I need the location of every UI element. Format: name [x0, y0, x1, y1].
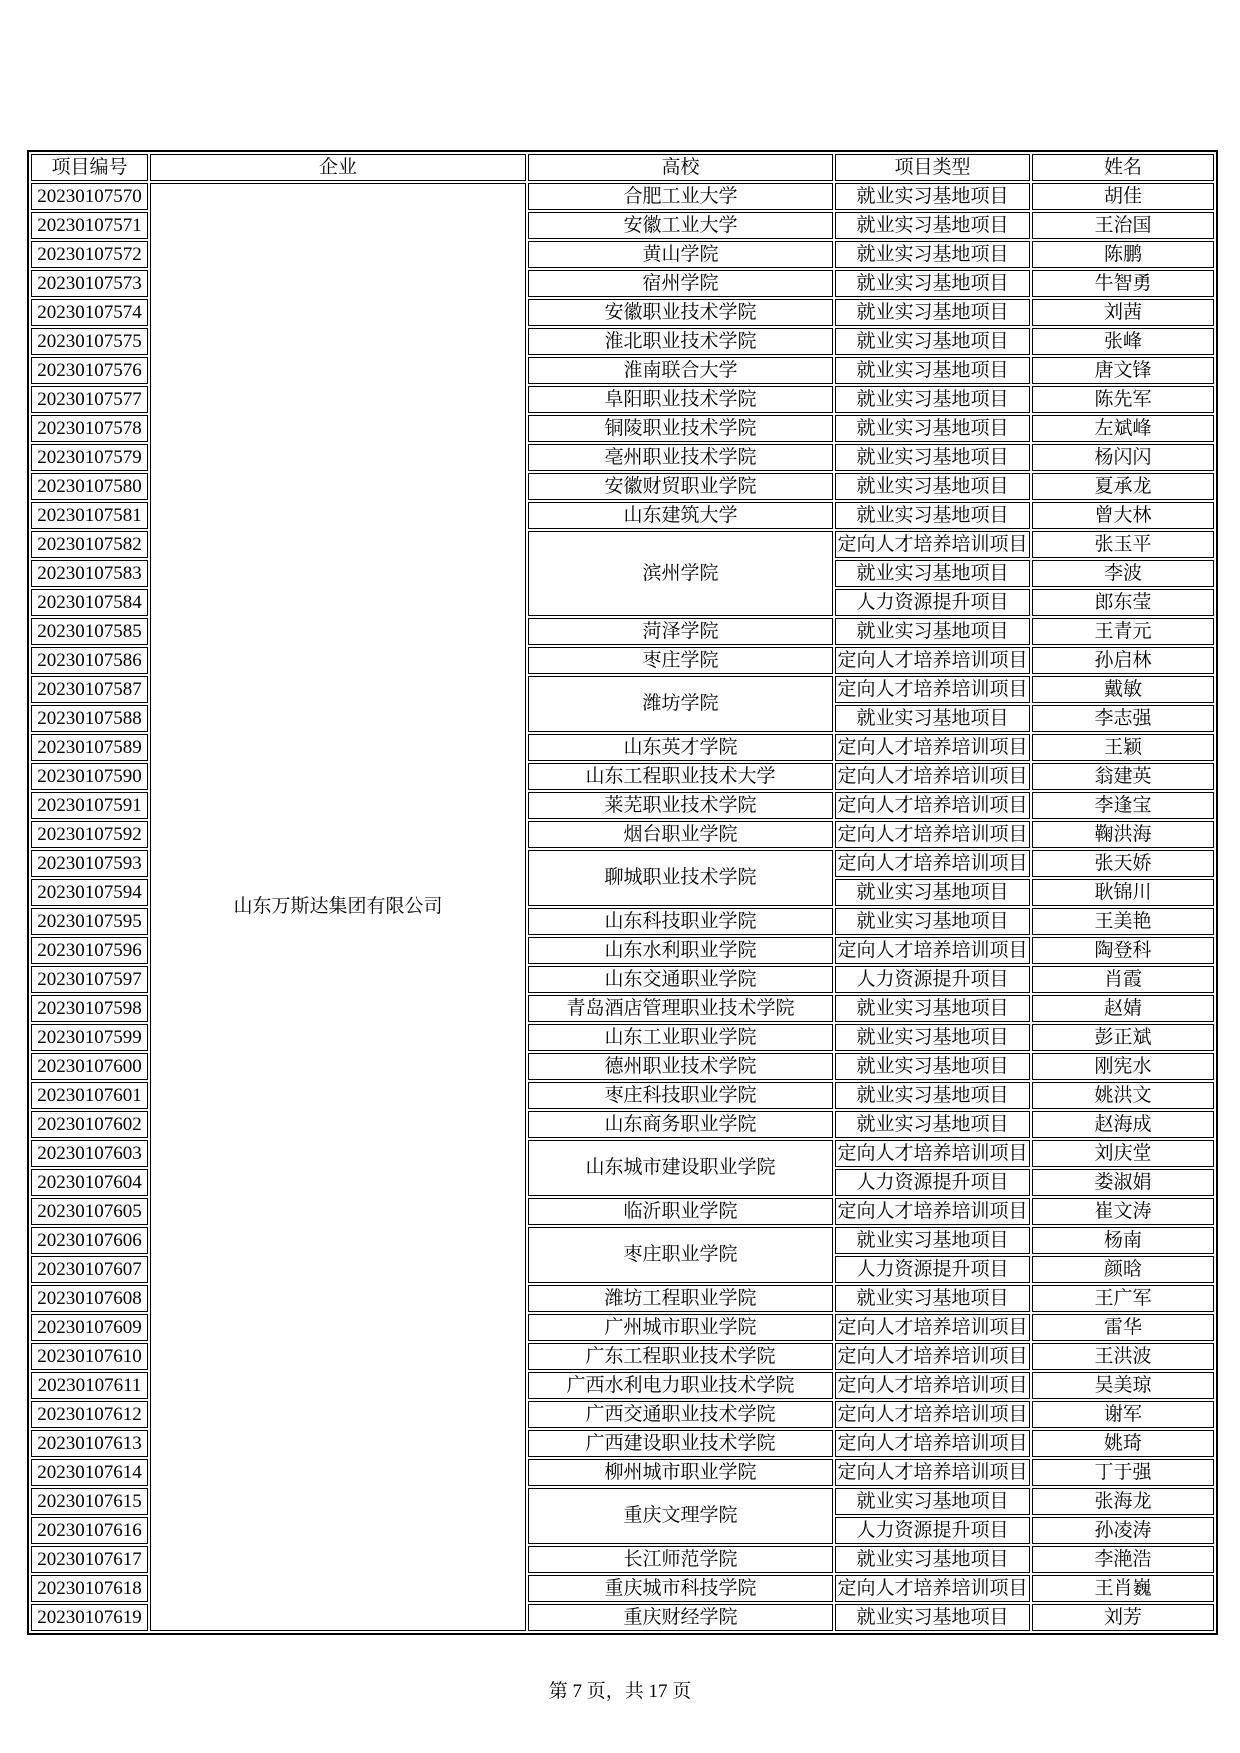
project-type-cell: 就业实习基地项目 [835, 328, 1030, 355]
project-id-cell: 20230107618 [31, 1575, 148, 1602]
project-type-cell: 就业实习基地项目 [835, 705, 1030, 732]
person-name-cell: 王肖巍 [1032, 1575, 1214, 1602]
school-cell: 临沂职业学院 [528, 1198, 833, 1225]
project-type-cell: 定向人才培养培训项目 [835, 647, 1030, 674]
project-id-cell: 20230107600 [31, 1053, 148, 1080]
person-name-cell: 鞠洪海 [1032, 821, 1214, 848]
project-type-cell: 就业实习基地项目 [835, 1024, 1030, 1051]
school-cell: 山东交通职业学院 [528, 966, 833, 993]
project-type-cell: 就业实习基地项目 [835, 415, 1030, 442]
table-body [31, 183, 1214, 1631]
project-id-cell: 20230107582 [31, 531, 148, 558]
person-name-cell: 刘庆堂 [1032, 1140, 1214, 1167]
project-table [27, 150, 1218, 1635]
project-id-cell: 20230107613 [31, 1430, 148, 1457]
school-cell: 山东英才学院 [528, 734, 833, 761]
person-name-cell: 孙启林 [1032, 647, 1214, 674]
project-type-cell: 人力资源提升项目 [835, 1256, 1030, 1283]
project-id-cell: 20230107593 [31, 850, 148, 877]
school-cell: 宿州学院 [528, 270, 833, 297]
school-cell: 枣庄学院 [528, 647, 833, 674]
person-name-cell: 张峰 [1032, 328, 1214, 355]
person-name-cell: 陶登科 [1032, 937, 1214, 964]
project-type-cell: 定向人才培养培训项目 [835, 1372, 1030, 1399]
project-id-cell: 20230107585 [31, 618, 148, 645]
person-name-cell: 颜晗 [1032, 1256, 1214, 1283]
project-type-cell: 定向人才培养培训项目 [835, 1575, 1030, 1602]
person-name-cell: 雷华 [1032, 1314, 1214, 1341]
school-cell: 重庆城市科技学院 [528, 1575, 833, 1602]
project-type-cell: 就业实习基地项目 [835, 241, 1030, 268]
project-type-cell: 定向人才培养培训项目 [835, 1401, 1030, 1428]
project-type-cell: 定向人才培养培训项目 [835, 1314, 1030, 1341]
project-id-cell: 20230107610 [31, 1343, 148, 1370]
project-id-cell: 20230107596 [31, 937, 148, 964]
project-id-cell: 20230107575 [31, 328, 148, 355]
school-cell: 菏泽学院 [528, 618, 833, 645]
project-type-cell: 人力资源提升项目 [835, 1517, 1030, 1544]
person-name-cell: 王青元 [1032, 618, 1214, 645]
project-type-cell: 就业实习基地项目 [835, 1082, 1030, 1109]
person-name-cell: 赵婧 [1032, 995, 1214, 1022]
person-name-cell: 李波 [1032, 560, 1214, 587]
table-row [31, 183, 1214, 210]
school-cell: 黄山学院 [528, 241, 833, 268]
person-name-cell: 唐文锋 [1032, 357, 1214, 384]
person-name-cell: 王广军 [1032, 1285, 1214, 1312]
person-name-cell: 李滟浩 [1032, 1546, 1214, 1573]
project-type-cell: 就业实习基地项目 [835, 1546, 1030, 1573]
school-cell: 长江师范学院 [528, 1546, 833, 1573]
project-type-cell: 定向人才培养培训项目 [835, 1140, 1030, 1167]
school-cell: 亳州职业技术学院 [528, 444, 833, 471]
person-name-cell: 耿锦川 [1032, 879, 1214, 906]
project-type-cell: 就业实习基地项目 [835, 444, 1030, 471]
school-cell: 莱芜职业技术学院 [528, 792, 833, 819]
person-name-cell: 刘茜 [1032, 299, 1214, 326]
person-name-cell: 丁于强 [1032, 1459, 1214, 1486]
person-name-cell: 张玉平 [1032, 531, 1214, 558]
project-id-cell: 20230107571 [31, 212, 148, 239]
project-id-cell: 20230107583 [31, 560, 148, 587]
project-id-cell: 20230107572 [31, 241, 148, 268]
person-name-cell: 姚琦 [1032, 1430, 1214, 1457]
person-name-cell: 肖霞 [1032, 966, 1214, 993]
person-name-cell: 郎东莹 [1032, 589, 1214, 616]
person-name-cell: 杨南 [1032, 1227, 1214, 1254]
page-footer: 第 7 页，共 17 页 [548, 1681, 692, 1702]
school-cell: 阜阳职业技术学院 [528, 386, 833, 413]
school-cell: 广东工程职业技术学院 [528, 1343, 833, 1370]
project-type-cell: 人力资源提升项目 [835, 966, 1030, 993]
project-id-cell: 20230107587 [31, 676, 148, 703]
project-type-cell: 就业实习基地项目 [835, 270, 1030, 297]
school-cell: 铜陵职业技术学院 [528, 415, 833, 442]
project-id-cell: 20230107604 [31, 1169, 148, 1196]
person-name-cell: 张海龙 [1032, 1488, 1214, 1515]
school-cell: 重庆文理学院 [528, 1488, 833, 1544]
school-cell: 烟台职业学院 [528, 821, 833, 848]
project-type-cell: 就业实习基地项目 [835, 1285, 1030, 1312]
school-cell: 聊城职业技术学院 [528, 850, 833, 906]
person-name-cell: 陈鹏 [1032, 241, 1214, 268]
project-type-cell: 定向人才培养培训项目 [835, 1343, 1030, 1370]
person-name-cell: 刚宪水 [1032, 1053, 1214, 1080]
project-id-cell: 20230107586 [31, 647, 148, 674]
project-type-cell: 人力资源提升项目 [835, 1169, 1030, 1196]
project-type-cell: 就业实习基地项目 [835, 473, 1030, 500]
school-cell: 枣庄职业学院 [528, 1227, 833, 1283]
school-cell: 安徽工业大学 [528, 212, 833, 239]
header-row [31, 154, 1214, 181]
project-id-cell: 20230107579 [31, 444, 148, 471]
project-type-cell: 就业实习基地项目 [835, 1053, 1030, 1080]
school-cell: 淮南联合大学 [528, 357, 833, 384]
project-type-cell: 就业实习基地项目 [835, 618, 1030, 645]
school-cell: 淮北职业技术学院 [528, 328, 833, 355]
school-cell: 潍坊学院 [528, 676, 833, 732]
school-cell: 枣庄科技职业学院 [528, 1082, 833, 1109]
project-type-cell: 就业实习基地项目 [835, 908, 1030, 935]
project-id-cell: 20230107605 [31, 1198, 148, 1225]
person-name-cell: 李志强 [1032, 705, 1214, 732]
project-id-cell: 20230107578 [31, 415, 148, 442]
person-name-cell: 杨闪闪 [1032, 444, 1214, 471]
project-id-cell: 20230107617 [31, 1546, 148, 1573]
project-id-cell: 20230107588 [31, 705, 148, 732]
project-id-cell: 20230107603 [31, 1140, 148, 1167]
person-name-cell: 王洪波 [1032, 1343, 1214, 1370]
project-id-cell: 20230107602 [31, 1111, 148, 1138]
person-name-cell: 刘芳 [1032, 1604, 1214, 1631]
project-id-cell: 20230107598 [31, 995, 148, 1022]
enterprise-cell: 山东万斯达集团有限公司 [150, 183, 526, 1631]
project-type-cell: 定向人才培养培训项目 [835, 676, 1030, 703]
project-id-cell: 20230107611 [31, 1372, 148, 1399]
column-header-school: 高校 [528, 154, 833, 181]
project-id-cell: 20230107609 [31, 1314, 148, 1341]
person-name-cell: 胡佳 [1032, 183, 1214, 210]
school-cell: 合肥工业大学 [528, 183, 833, 210]
person-name-cell: 翁建英 [1032, 763, 1214, 790]
person-name-cell: 吴美琼 [1032, 1372, 1214, 1399]
school-cell: 山东商务职业学院 [528, 1111, 833, 1138]
project-id-cell: 20230107592 [31, 821, 148, 848]
school-cell: 德州职业技术学院 [528, 1053, 833, 1080]
project-id-cell: 20230107591 [31, 792, 148, 819]
project-id-cell: 20230107577 [31, 386, 148, 413]
project-type-cell: 就业实习基地项目 [835, 299, 1030, 326]
project-type-cell: 定向人才培养培训项目 [835, 937, 1030, 964]
project-id-cell: 20230107584 [31, 589, 148, 616]
project-type-cell: 定向人才培养培训项目 [835, 792, 1030, 819]
project-id-cell: 20230107595 [31, 908, 148, 935]
school-cell: 安徽财贸职业学院 [528, 473, 833, 500]
person-name-cell: 陈先军 [1032, 386, 1214, 413]
project-id-cell: 20230107597 [31, 966, 148, 993]
school-cell: 广州城市职业学院 [528, 1314, 833, 1341]
project-type-cell: 就业实习基地项目 [835, 560, 1030, 587]
project-type-cell: 就业实习基地项目 [835, 1488, 1030, 1515]
person-name-cell: 娄淑娟 [1032, 1169, 1214, 1196]
school-cell: 山东工业职业学院 [528, 1024, 833, 1051]
project-type-cell: 就业实习基地项目 [835, 1111, 1030, 1138]
school-cell: 安徽职业技术学院 [528, 299, 833, 326]
person-name-cell: 赵海成 [1032, 1111, 1214, 1138]
project-type-cell: 就业实习基地项目 [835, 502, 1030, 529]
project-type-cell: 定向人才培养培训项目 [835, 850, 1030, 877]
school-cell: 潍坊工程职业学院 [528, 1285, 833, 1312]
project-id-cell: 20230107570 [31, 183, 148, 210]
column-header-name: 姓名 [1032, 154, 1214, 181]
school-cell: 广西建设职业技术学院 [528, 1430, 833, 1457]
project-id-cell: 20230107601 [31, 1082, 148, 1109]
project-id-cell: 20230107606 [31, 1227, 148, 1254]
person-name-cell: 牛智勇 [1032, 270, 1214, 297]
project-id-cell: 20230107612 [31, 1401, 148, 1428]
school-cell: 山东工程职业技术大学 [528, 763, 833, 790]
person-name-cell: 王颖 [1032, 734, 1214, 761]
person-name-cell: 彭正斌 [1032, 1024, 1214, 1051]
project-type-cell: 定向人才培养培训项目 [835, 734, 1030, 761]
school-cell: 山东科技职业学院 [528, 908, 833, 935]
project-type-cell: 定向人才培养培训项目 [835, 531, 1030, 558]
column-header-enterprise: 企业 [150, 154, 526, 181]
project-id-cell: 20230107581 [31, 502, 148, 529]
project-type-cell: 定向人才培养培训项目 [835, 1430, 1030, 1457]
project-type-cell: 定向人才培养培训项目 [835, 1198, 1030, 1225]
project-type-cell: 就业实习基地项目 [835, 879, 1030, 906]
project-type-cell: 定向人才培养培训项目 [835, 763, 1030, 790]
person-name-cell: 崔文涛 [1032, 1198, 1214, 1225]
school-cell: 柳州城市职业学院 [528, 1459, 833, 1486]
person-name-cell: 左斌峰 [1032, 415, 1214, 442]
person-name-cell: 戴敏 [1032, 676, 1214, 703]
project-id-cell: 20230107615 [31, 1488, 148, 1515]
project-type-cell: 就业实习基地项目 [835, 212, 1030, 239]
person-name-cell: 谢军 [1032, 1401, 1214, 1428]
project-id-cell: 20230107616 [31, 1517, 148, 1544]
project-id-cell: 20230107619 [31, 1604, 148, 1631]
person-name-cell: 张天娇 [1032, 850, 1214, 877]
project-id-cell: 20230107573 [31, 270, 148, 297]
person-name-cell: 李逢宝 [1032, 792, 1214, 819]
school-cell: 山东城市建设职业学院 [528, 1140, 833, 1196]
project-type-cell: 就业实习基地项目 [835, 1604, 1030, 1631]
project-id-cell: 20230107589 [31, 734, 148, 761]
project-type-cell: 定向人才培养培训项目 [835, 821, 1030, 848]
project-id-cell: 20230107608 [31, 1285, 148, 1312]
project-type-cell: 就业实习基地项目 [835, 1227, 1030, 1254]
school-cell: 山东建筑大学 [528, 502, 833, 529]
school-cell: 青岛酒店管理职业技术学院 [528, 995, 833, 1022]
school-cell: 重庆财经学院 [528, 1604, 833, 1631]
person-name-cell: 夏承龙 [1032, 473, 1214, 500]
project-id-cell: 20230107574 [31, 299, 148, 326]
person-name-cell: 姚洪文 [1032, 1082, 1214, 1109]
person-name-cell: 曾大林 [1032, 502, 1214, 529]
project-id-cell: 20230107580 [31, 473, 148, 500]
project-id-cell: 20230107576 [31, 357, 148, 384]
project-type-cell: 就业实习基地项目 [835, 183, 1030, 210]
project-id-cell: 20230107614 [31, 1459, 148, 1486]
column-header-project-type: 项目类型 [835, 154, 1030, 181]
project-id-cell: 20230107599 [31, 1024, 148, 1051]
school-cell: 广西水利电力职业技术学院 [528, 1372, 833, 1399]
school-cell: 滨州学院 [528, 531, 833, 616]
table-header [31, 154, 1214, 181]
project-id-cell: 20230107594 [31, 879, 148, 906]
project-type-cell: 就业实习基地项目 [835, 386, 1030, 413]
person-name-cell: 王美艳 [1032, 908, 1214, 935]
project-type-cell: 就业实习基地项目 [835, 995, 1030, 1022]
person-name-cell: 孙凌涛 [1032, 1517, 1214, 1544]
project-id-cell: 20230107590 [31, 763, 148, 790]
project-type-cell: 定向人才培养培训项目 [835, 1459, 1030, 1486]
project-type-cell: 就业实习基地项目 [835, 357, 1030, 384]
person-name-cell: 王治国 [1032, 212, 1214, 239]
project-type-cell: 人力资源提升项目 [835, 589, 1030, 616]
school-cell: 山东水利职业学院 [528, 937, 833, 964]
project-id-cell: 20230107607 [31, 1256, 148, 1283]
school-cell: 广西交通职业技术学院 [528, 1401, 833, 1428]
column-header-project-id: 项目编号 [31, 154, 148, 181]
